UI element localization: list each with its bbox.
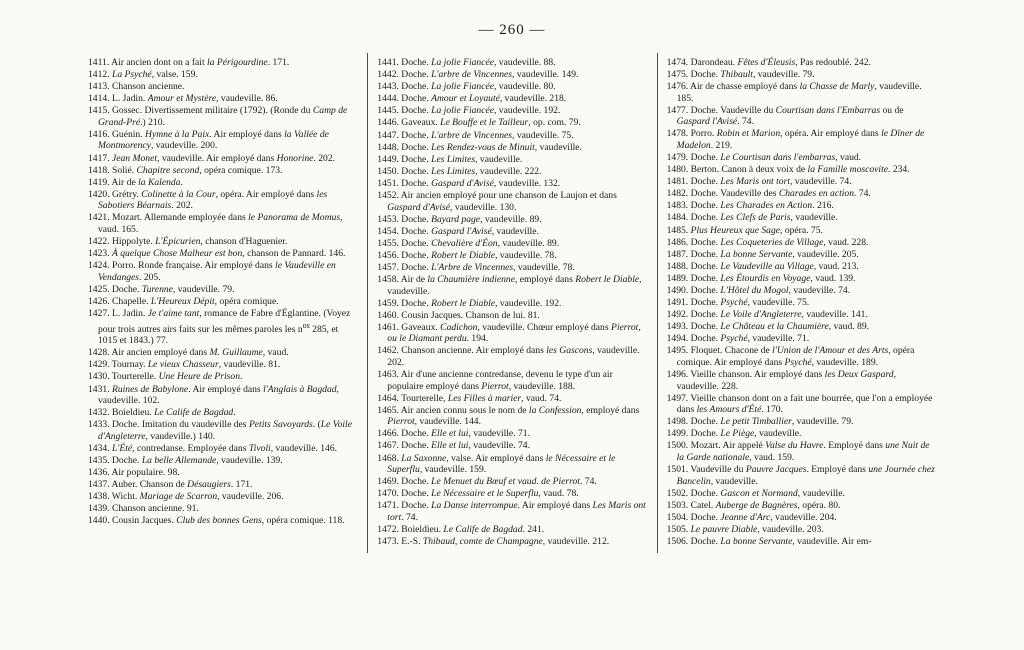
index-entry: 1463. Air d'une ancienne contredanse, devenu le type d'un air populaire employé dans Pierrot, vaudeville. 188.	[377, 369, 613, 392]
index-entry: 1483. Doche. Les Charades en Action. 216.	[666, 200, 834, 212]
index-entry: 1498. Doche. Le petit Timballier, vaudeville. 79.	[666, 416, 854, 428]
index-entry: 1428. Air ancien employé dans M. Guillaume, vaud.	[88, 347, 289, 359]
index-entry: 1439. Chanson ancienne. 91.	[88, 503, 199, 515]
index-entry: 1465. Air ancien connu sous le nom de la Confession, employé dans Pierrot, vaudeville. 144.	[377, 404, 640, 428]
index-entry: 1488. Doche. Le Vaudeville au Village, vaud. 213.	[666, 260, 859, 272]
index-entry: 1480. Berton. Canon à deux voix de la Famille moscovite. 234.	[666, 164, 910, 176]
index-entry: 1473. E.-S. Thibaud, comte de Champagne, vaudeville. 212.	[377, 536, 610, 547]
index-entry: 1479. Doche. Le Courtisan dans l'embarras, vaud.	[666, 151, 862, 163]
index-entry: 1459. Doche. Robert le Diable, vaudeville. 192.	[377, 297, 562, 309]
index-entry: 1482. Doche. Vaudeville des Charades en action. 74.	[666, 188, 871, 200]
index-entry: 1449. Doche. Les Limites, vaudeville.	[377, 153, 523, 165]
index-entry: 1475. Doche. Thibault, vaudeville. 79.	[666, 69, 815, 81]
index-entry: 1502. Doche. Gascon et Normand, vaudeville.	[666, 487, 845, 499]
index-entry: 1442. Doche. L'arbre de Vincennes, vaudeville. 149.	[377, 69, 579, 81]
index-entry: 1417. Jean Monet, vaudeville. Air employé dans Honorine. 202.	[88, 152, 336, 164]
index-entry: 1468. La Saxonne, valse. Air employé dans le Nécessaire et le Superflu, vaudeville. 159.	[377, 452, 616, 476]
index-entry: 1429. Tournay. Le vieux Chasseur, vaudeville. 81.	[88, 359, 281, 371]
index-entry: 1415. Gossec. Divertissement militaire (1792). (Ronde du Camp de Grand-Pré.) 210.	[88, 105, 348, 128]
index-entry: 1464. Tourterelle, Les Filles à marier, vaud. 74.	[377, 392, 562, 404]
index-entry: 1494. Doche. Psyché, vaudeville. 71.	[666, 333, 810, 345]
index-entry: 1437. Auber. Chanson de Désaugiers. 171.	[88, 479, 253, 491]
index-entry: 1481. Doche. Les Maris ont tort, vaudeville. 74.	[666, 176, 852, 188]
index-entry: 1422. Hippolyte. L'Épicurien, chanson d'Haguenier.	[88, 236, 288, 248]
index-entry: 1457. Doche. L'Arbre de Vincennes, vaudeville. 78.	[377, 262, 575, 273]
index-entry: 1462. Chanson ancienne. Air employé dans les Gascons, vaudeville. 202.	[377, 345, 640, 368]
index-entry: 1436. Air populaire. 98.	[88, 467, 180, 479]
index-entry: 1472. Boieldieu. Le Calife de Bagdad. 241.	[377, 523, 545, 535]
index-entry: 1466. Doche. Elle et lui, vaudeville. 71.	[377, 428, 530, 440]
text-columns	[78, 57, 946, 617]
index-entry: 1418. Solié. Chapitre second, opéra comique. 173.	[88, 164, 283, 176]
index-entry: 1470. Doche. Le Nécessaire et le Superflu, vaud. 78.	[377, 488, 579, 500]
index-entry: 1445. Doche. La jolie Fiancée, vaudeville. 192.	[377, 105, 561, 117]
index-entry: 1416. Guénin. Hymne à la Paix. Air employé dans la Vallée de Montmorency, vaudeville. 200.	[88, 128, 329, 152]
index-entry: 1413. Chanson ancienne.	[88, 81, 185, 93]
index-entry: 1414. L. Jadin. Amour et Mystère, vaudeville. 86.	[88, 93, 278, 105]
index-entry: 1446. Gaveaux. Le Bouffe et le Tailleur, op. com. 79.	[377, 117, 581, 129]
index-entry: 1432. Boieldieu. Le Calife de Bagdad.	[88, 407, 236, 419]
index-entry: 1440. Cousin Jacques. Club des bonnes Gens, opéra comique. 118.	[88, 515, 345, 527]
index-entry: 1438. Wicht. Mariage de Scarron, vaudeville. 206.	[88, 491, 284, 503]
column-1	[78, 57, 367, 617]
index-entry: 1451. Doche. Gaspard d'Avisé, vaudeville. 132.	[377, 177, 561, 189]
index-entry: 1450. Doche. Les Limites, vaudeville. 222.	[377, 165, 542, 177]
index-entry: 1469. Doche. Le Menuet du Bœuf et vaud. de Pierrot. 74.	[377, 476, 597, 488]
index-entry: 1500. Mozart. Air appelé Valse du Havre. Employé dans une Nuit de la Garde nationale, vaud. 159.	[666, 440, 930, 463]
index-entry: 1487. Doche. La bonne Servante, vaudeville. 205.	[666, 248, 859, 260]
index-entry: 1431. Ruines de Babylone. Air employé dans l'Anglais à Bagdad, vaudeville. 102.	[88, 383, 339, 407]
index-entry: 1448. Doche. Les Rendez-vous de Minuit, vaudeville.	[377, 141, 582, 153]
index-entry: 1501. Vaudeville du Pauvre Jacques. Employé dans une Journée chez Bancelin, vaudeville.	[666, 464, 935, 487]
index-entry: 1484. Doche. Les Clefs de Paris, vaudeville.	[666, 212, 838, 224]
index-entry: 1455. Doche. Chevalière d'Éon, vaudeville. 89.	[377, 237, 560, 249]
index-entry: 1447. Doche. L'arbre de Vincennes, vaudeville. 75.	[377, 129, 574, 141]
index-entry: 1485. Plus Heureux que Sage, opéra. 75.	[666, 224, 823, 236]
index-entry: 1443. Doche. La jolie Fiancée, vaudeville. 80.	[377, 81, 556, 93]
column-2	[367, 57, 656, 617]
index-entry: 1420. Grétry. Colinette à la Cour, opéra. Air employé dans les Sabotiers Béarnais. 202.	[88, 188, 328, 212]
index-entry: 1496. Vieille chanson. Air employé dans les Deux Gaspard, vaudeville. 228.	[666, 369, 896, 392]
index-entry: 1492. Doche. Le Voile d'Angleterre, vaudeville. 141.	[666, 309, 868, 321]
index-entry: 1458. Air de la Chaumière indienne, employé dans Robert le Diable, vaudeville.	[377, 274, 642, 297]
index-entry: 1506. Doche. La bonne Servante, vaudeville. Air em-	[666, 536, 872, 547]
index-entry: 1471. Doche. La Danse interrompue. Air employé dans Les Maris ont tort. 74.	[377, 500, 646, 523]
index-entry: 1430. Tourterelle. Une Heure de Prison.	[88, 371, 243, 383]
index-entry: 1504. Doche. Jeanne d'Arc, vaudeville. 204.	[666, 511, 837, 523]
index-entry: 1433. Doche. Imitation du vaudeville des Petits Savoyards. (Le Voile d'Angleterre, vaudeville.) 140.	[88, 419, 352, 442]
index-entry: 1421. Mozart. Allemande employée dans le Panorama de Momus, vaud. 165.	[88, 212, 343, 235]
index-entry: 1452. Air ancien employé pour une chanson de Laujon et dans Gaspard d'Avisé, vaudeville. 130.	[377, 190, 617, 213]
index-entry: 1425. Doche. Turenne, vaudeville. 79.	[88, 283, 235, 295]
index-entry: 1474. Darondeau. Fêtes d'Éleusis, Pas redoublé. 242.	[666, 57, 871, 68]
index-entry: 1503. Catel. Auberge de Bagnères, opéra. 80.	[666, 499, 841, 511]
index-entry: 1476. Air de chasse employé dans la Chasse de Marly, vaudeville. 185.	[666, 81, 922, 104]
index-entry: 1435. Doche. La belle Allemande, vaudeville. 139.	[88, 454, 283, 466]
index-entry: 1505. Le pauvre Diable, vaudeville. 203.	[666, 523, 824, 535]
index-entry: 1499. Doche. Le Piège, vaudeville.	[666, 428, 802, 440]
index-entry: 1424. Porro. Ronde française. Air employé dans le Vaudeville en Vendanges. 205.	[88, 260, 336, 283]
index-entry: 1427. L. Jadin. Je t'aime tant, romance de Fabre d'Églantine. (Voyez pour trois autres airs faits sur les mêmes paroles les $n^{os}$ 285, et 1015 et 1843.) 77.	[88, 308, 351, 347]
index-entry: 1453. Doche. Bayard page, vaudeville. 89.	[377, 213, 542, 225]
page-folio: — 260 —	[478, 22, 546, 38]
index-entry: 1489. Doche. Les Étourdis en Voyage, vaud. 139.	[666, 272, 856, 284]
column-3	[657, 57, 946, 617]
index-entry: 1493. Doche. Le Château et la Chaumière, vaud. 89.	[666, 321, 870, 333]
index-entry: 1491. Doche. Psyché, vaudeville. 75.	[666, 297, 810, 309]
index-entry: 1434. L'Été, contredanse. Employée dans Tivoli, vaudeville. 146.	[88, 442, 338, 454]
index-entry: 1478. Porro. Robin et Marion, opéra. Air employé dans le Dîner de Madelon. 219.	[666, 128, 925, 151]
index-entry: 1490. Doche. L'Hôtel du Mogol, vaudeville. 74.	[666, 285, 851, 296]
index-entry: 1412. La Psyché, valse. 159.	[88, 69, 198, 81]
index-entry: 1441. Doche. La jolie Fiancée, vaudeville. 88.	[377, 57, 556, 68]
index-entry: 1486. Doche. Les Coqueteries de Village, vaud. 228.	[666, 236, 869, 248]
index-entry: 1444. Doche. Amour et Loyauté, vaudeville. 218.	[377, 93, 567, 105]
index-entry: 1497. Vieille chanson dont on a fait une bourrée, que l'on a employée dans les Amours d'Été. 170.	[666, 392, 933, 416]
index-entry: 1411. Air ancien dont on a fait la Périgourdine. 171.	[88, 57, 290, 68]
index-entry: 1461. Gaveaux. Cadichon, vaudeville. Chœur employé dans Pierrot, ou le Diamant perdu. 194.	[377, 321, 641, 345]
index-entry: 1495. Floquet. Chacone de l'Union de l'Amour et des Arts, opéra comique. Air employé dans Psyché, vaudeville. 189.	[666, 345, 915, 368]
index-entry: 1456. Doche. Robert le Diable, vaudeville. 78.	[377, 249, 557, 261]
index-entry: 1477. Doche. Vaudeville du Courtisan dans l'Embarras ou de Gaspard l'Avisé. 74.	[666, 104, 904, 128]
index-entry: 1467. Doche. Elle et lui, vaudeville. 74.	[377, 440, 530, 452]
index-entry: 1419. Air de la Kalenda.	[88, 176, 183, 188]
index-entry: 1454. Doche. Gaspard l'Avisé, vaudeville.	[377, 225, 539, 237]
index-entry: 1423. À quelque Chose Malheur est bon, chanson de Pannard. 146.	[88, 248, 346, 260]
index-entry: 1460. Cousin Jacques. Chanson de lui. 81.	[377, 309, 540, 321]
index-entry: 1426. Chapelle. L'Heureux Dépit, opéra comique.	[88, 295, 279, 307]
